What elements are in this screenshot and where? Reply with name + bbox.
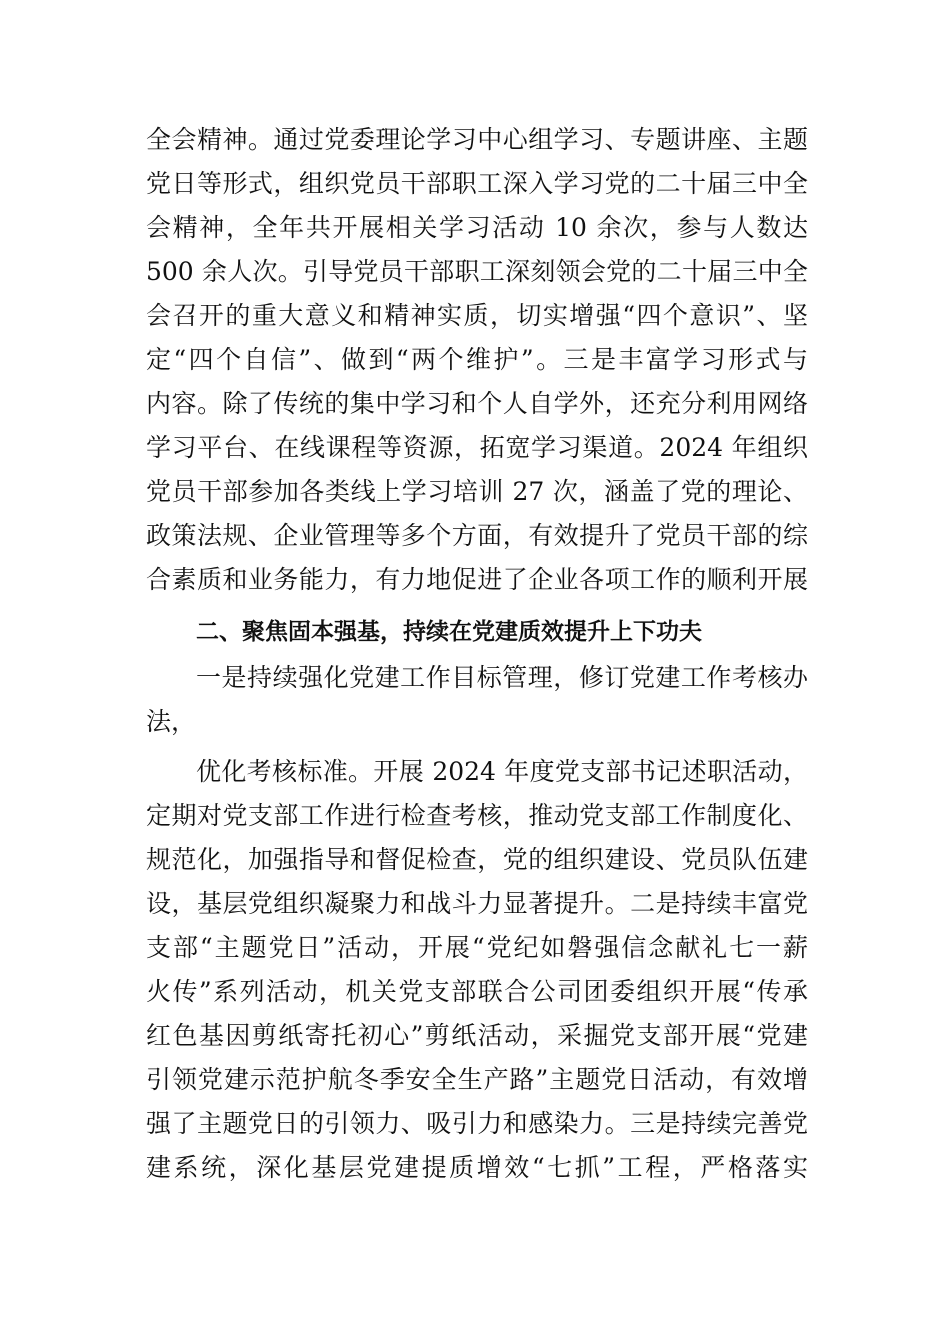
- paragraph-line: 强了主题党日的引领力、吸引力和感染力。三是持续完善党: [146, 1109, 808, 1138]
- paragraph-line: 火传”系列活动，机关党支部联合公司团委组织开展“传承: [146, 977, 808, 1006]
- paragraph-line: 设，基层党组织凝聚力和战斗力显著提升。二是持续丰富党: [146, 889, 808, 918]
- paragraph-line: 会精神，全年共开展相关学习活动 10 余次，参与人数达: [146, 213, 808, 242]
- paragraph-line: 500 余人次。引导党员干部职工深刻领会党的二十届三中全: [146, 257, 808, 286]
- section-heading: 二、聚焦固本强基，持续在党建质效提升上下功夫: [196, 619, 702, 645]
- paragraph-line: 政策法规、企业管理等多个方面，有效提升了党员干部的综: [146, 521, 808, 550]
- paragraph-line: 定“四个自信”、做到“两个维护”。三是丰富学习形式与: [146, 345, 808, 374]
- paragraph-line: 一是持续强化党建工作目标管理，修订党建工作考核办: [196, 663, 808, 692]
- paragraph-line: 规范化，加强指导和督促检查，党的组织建设、党员队伍建: [146, 845, 808, 874]
- paragraph-line: 建系统，深化基层党建提质增效“七抓”工程，严格落实: [146, 1153, 808, 1182]
- paragraph-line: 党员干部参加各类线上学习培训 27 次，涵盖了党的理论、: [146, 477, 808, 506]
- paragraph-line: 支部“主题党日”活动，开展“党纪如磐强信念献礼七一薪: [146, 933, 808, 962]
- paragraph-line: 合素质和业务能力，有力地促进了企业各项工作的顺利开展: [146, 565, 808, 594]
- paragraph-line: 内容。除了传统的集中学习和个人自学外，还充分利用网络: [146, 389, 808, 418]
- paragraph-line: 学习平台、在线课程等资源，拓宽学习渠道。2024 年组织: [146, 433, 808, 462]
- paragraph-line: 优化考核标准。开展 2024 年度党支部书记述职活动，: [196, 757, 808, 786]
- paragraph-line: 会召开的重大意义和精神实质，切实增强“四个意识”、坚: [146, 301, 808, 330]
- paragraph-line: 法，: [146, 707, 197, 736]
- paragraph-line: 红色基因剪纸寄托初心”剪纸活动，采掘党支部开展“党建: [146, 1021, 808, 1050]
- paragraph-line: 定期对党支部工作进行检查考核，推动党支部工作制度化、: [146, 801, 808, 830]
- paragraph-line: 引领党建示范护航冬季安全生产路”主题党日活动，有效增: [146, 1065, 808, 1094]
- paragraph-line: 全会精神。通过党委理论学习中心组学习、专题讲座、主题: [146, 125, 808, 154]
- paragraph-line: 党日等形式，组织党员干部职工深入学习党的二十届三中全: [146, 169, 808, 198]
